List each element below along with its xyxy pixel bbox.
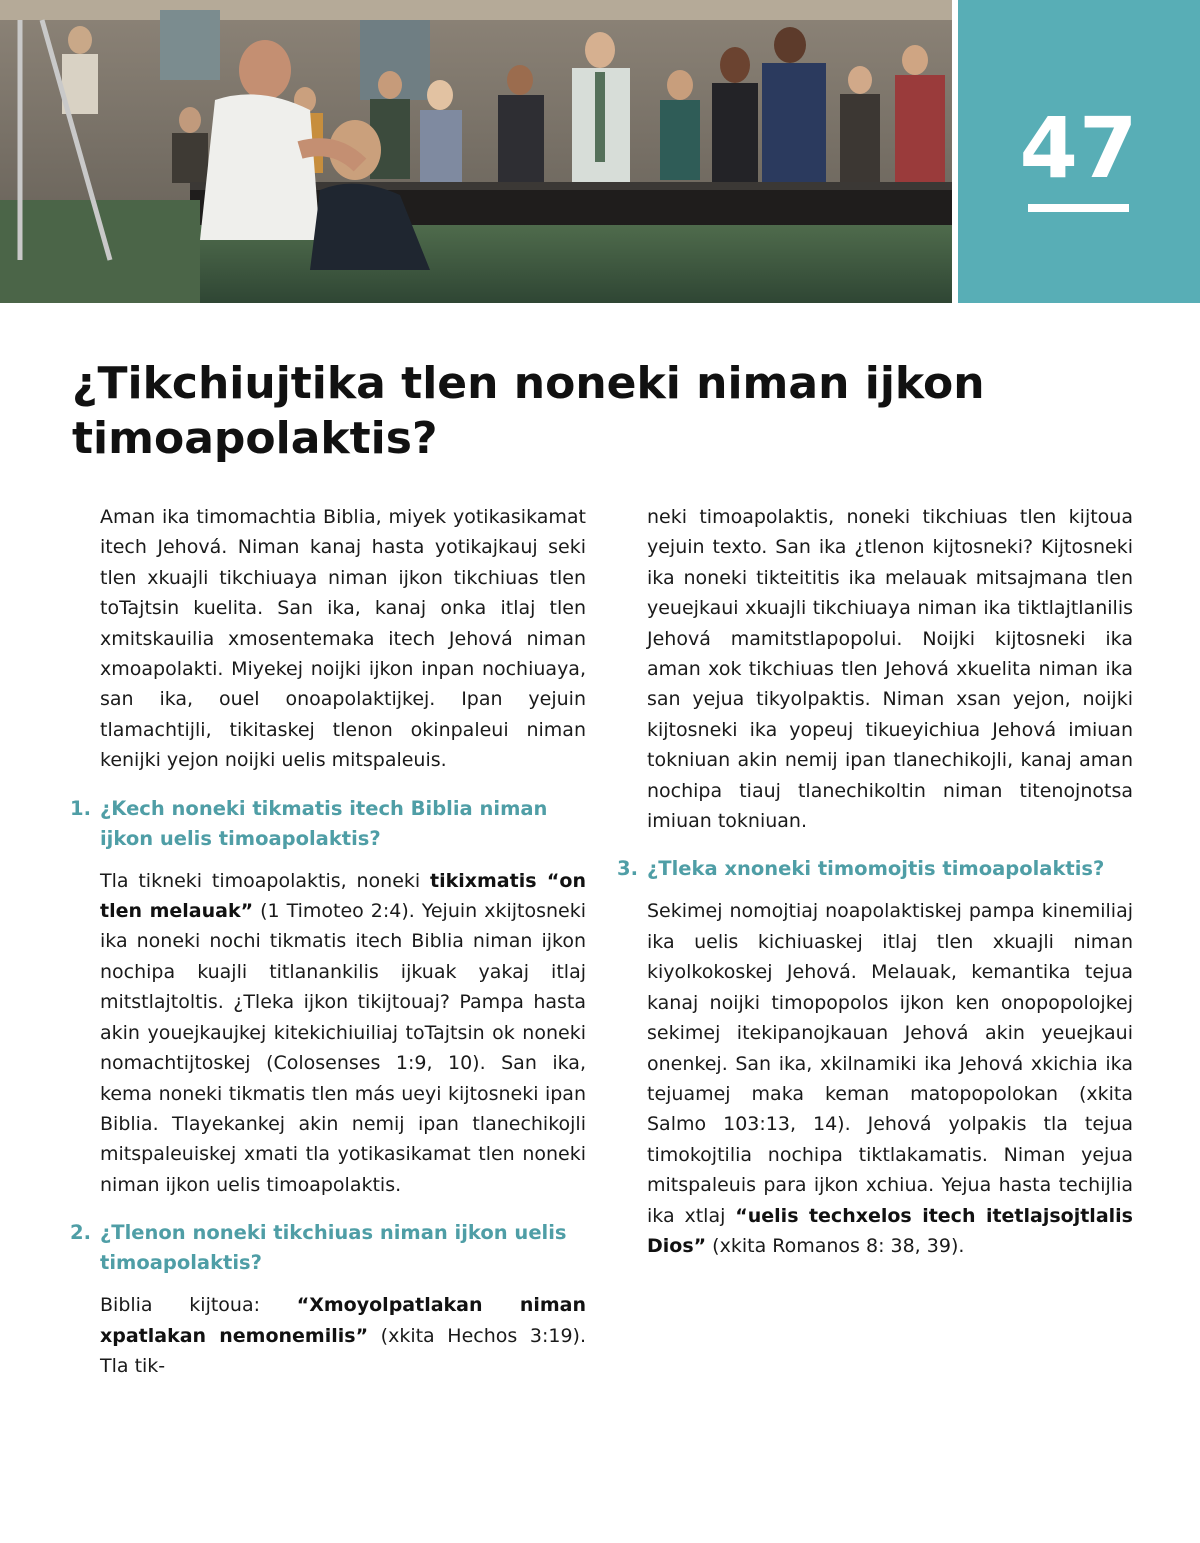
baptism-photo-illustration bbox=[0, 0, 952, 303]
section-2-text-after-part-2: neki timoapolaktis, noneki tikchiuas tlen kijtoua yejuin texto. San ika ¿tlenon kijtosneki? Kijtosneki ika noneki tikteititis ika melauak mitsajmana tlen yeuejkaui xkuajli tikchiuaya niman ika tiktlajtlanilis Jehová mamitstlapopolui. Noijki kijtosneki ika aman xok tikchiuas tlen Jehová xkuelita niman ika san yejua tikyolpaktis. Niman xsan yejon, noijki kijtosneki ika yopeuj tikueyichiua Jehová imiuan tokniuan akin nemij ipan tlanechikojli, kanaj aman nochipa tiauj tlanechikoltin niman titenojnotsa imiuan tokniuan. bbox=[647, 506, 1133, 833]
intro-paragraph: Aman ika timomachtia Biblia, miyek yotikasikamat itech Jehová. Niman kanaj hasta yotikajkauj seki tlen xkuajli tikchiuaya niman ijkon tikchiuas tlen toTajtsin kuelita. San ika, kanaj onka itlaj tlen xmitskauilia xmosentemaka itech Jehová niman xmoapolakti. Miyekej noijki ijkon inpan nochiuaya, san ika, ouel onoapolaktijkej. Ipan yejuin tlamachtijli, tikitaskej tlenon okinpaleui niman kenijki yejon noijki uelis mitspaleuis. bbox=[100, 506, 586, 772]
section-2-question bbox=[70, 1218, 586, 1278]
section-2-question-text: ¿Tlenon noneki tikchiuas niman ijkon uelis timoapolaktis? bbox=[100, 1221, 567, 1275]
lesson-number: 47 bbox=[1019, 99, 1139, 197]
section-3-number: 3. bbox=[617, 857, 638, 881]
section-2-bold: “Xmoyolpatlakan niman xpatlakan nemonemilis” bbox=[100, 1294, 586, 1347]
section-2-number: 2. bbox=[70, 1221, 91, 1245]
right-column bbox=[617, 502, 1133, 1279]
section-1-question-text: ¿Kech noneki tikmatis itech Biblia niman ijkon uelis timoapolaktis? bbox=[100, 796, 548, 850]
section-3-text-after: (xkita Romanos 8: 38, 39). bbox=[706, 1234, 965, 1257]
section-3-question-text: ¿Tleka xnoneki timomojtis timoapolaktis? bbox=[647, 857, 1105, 881]
section-1-text-after: (1 Timoteo 2:4). Yejuin xkijtosneki ika noneki nochi tikmatis itech Biblia niman ijkon nochipa kuajli titlanankilis ijkuak yakaj itlaj mitstlajtoltis. ¿Tleka ijkon tikijtouaj? Pampa hasta akin youejkaujkej kitekichiuiliaj toTajtsin ok noneki nomachtijtoskej (Colosenses 1:9, 10). San ika, kema noneki tikmatis tlen más ueyi kijtosneki ipan Biblia. Tlayekankej akin nemij ipan tlanechikojli mitspaleuiskej xmati tla yotikasikamat tlen noneki niman ijkon uelis timoapolaktis. bbox=[100, 900, 586, 1196]
section-1-text-before: Tla tikneki timoapolaktis, noneki bbox=[100, 869, 430, 892]
section-3-text-before: Sekimej nomojtiaj noapolaktiskej pampa kinemiliaj ika uelis kichiuaskej itlaj tlen xkuajli niman kiyolkokoskej Jehová. Melauak, kemantika tejua kanaj noijki timopopolos ijkon ken onopopolojkej sekimej itekipanojkauan Jehová akin yeuejkaui onenkej. San ika, xkilnamiki ika Jehová xkichia ika tejuamej maka keman matopopolokan (xkita Salmo 103:13, 14). Jehová yolpakis tla tejua timokojtilia nochipa tiktlakamatis. Niman yejua mitspaleuis para ijkon xchiua. Yejua hasta techijlia ika xtlaj bbox=[647, 900, 1133, 1227]
section-2-text-after-part-1: (xkita Hechos 3:19). Tla tik- bbox=[100, 1324, 586, 1377]
section-1-number: 1. bbox=[70, 796, 91, 820]
section-1-question bbox=[70, 794, 586, 854]
section-3-paragraph bbox=[647, 896, 1133, 1261]
section-2-paragraph-start bbox=[100, 1290, 586, 1381]
section-2-paragraph-continued bbox=[647, 502, 1133, 836]
lesson-number-badge bbox=[958, 0, 1200, 303]
section-1-bold: tikixmatis “on tlen melauak” bbox=[100, 869, 586, 923]
section-2-text-before: Biblia kijtoua: bbox=[100, 1294, 297, 1317]
left-column bbox=[70, 502, 586, 1399]
header-photo bbox=[0, 0, 952, 303]
lesson-title: ¿Tikchiujtika tlen noneki niman ijkon timoapolaktis? bbox=[72, 358, 985, 464]
section-3-bold: “uelis techxelos itech itetlajsojtlalis Dios” bbox=[647, 1204, 1133, 1257]
section-1-paragraph bbox=[100, 866, 586, 1200]
lesson-number-rule bbox=[1028, 204, 1129, 212]
section-3-question bbox=[617, 854, 1133, 884]
